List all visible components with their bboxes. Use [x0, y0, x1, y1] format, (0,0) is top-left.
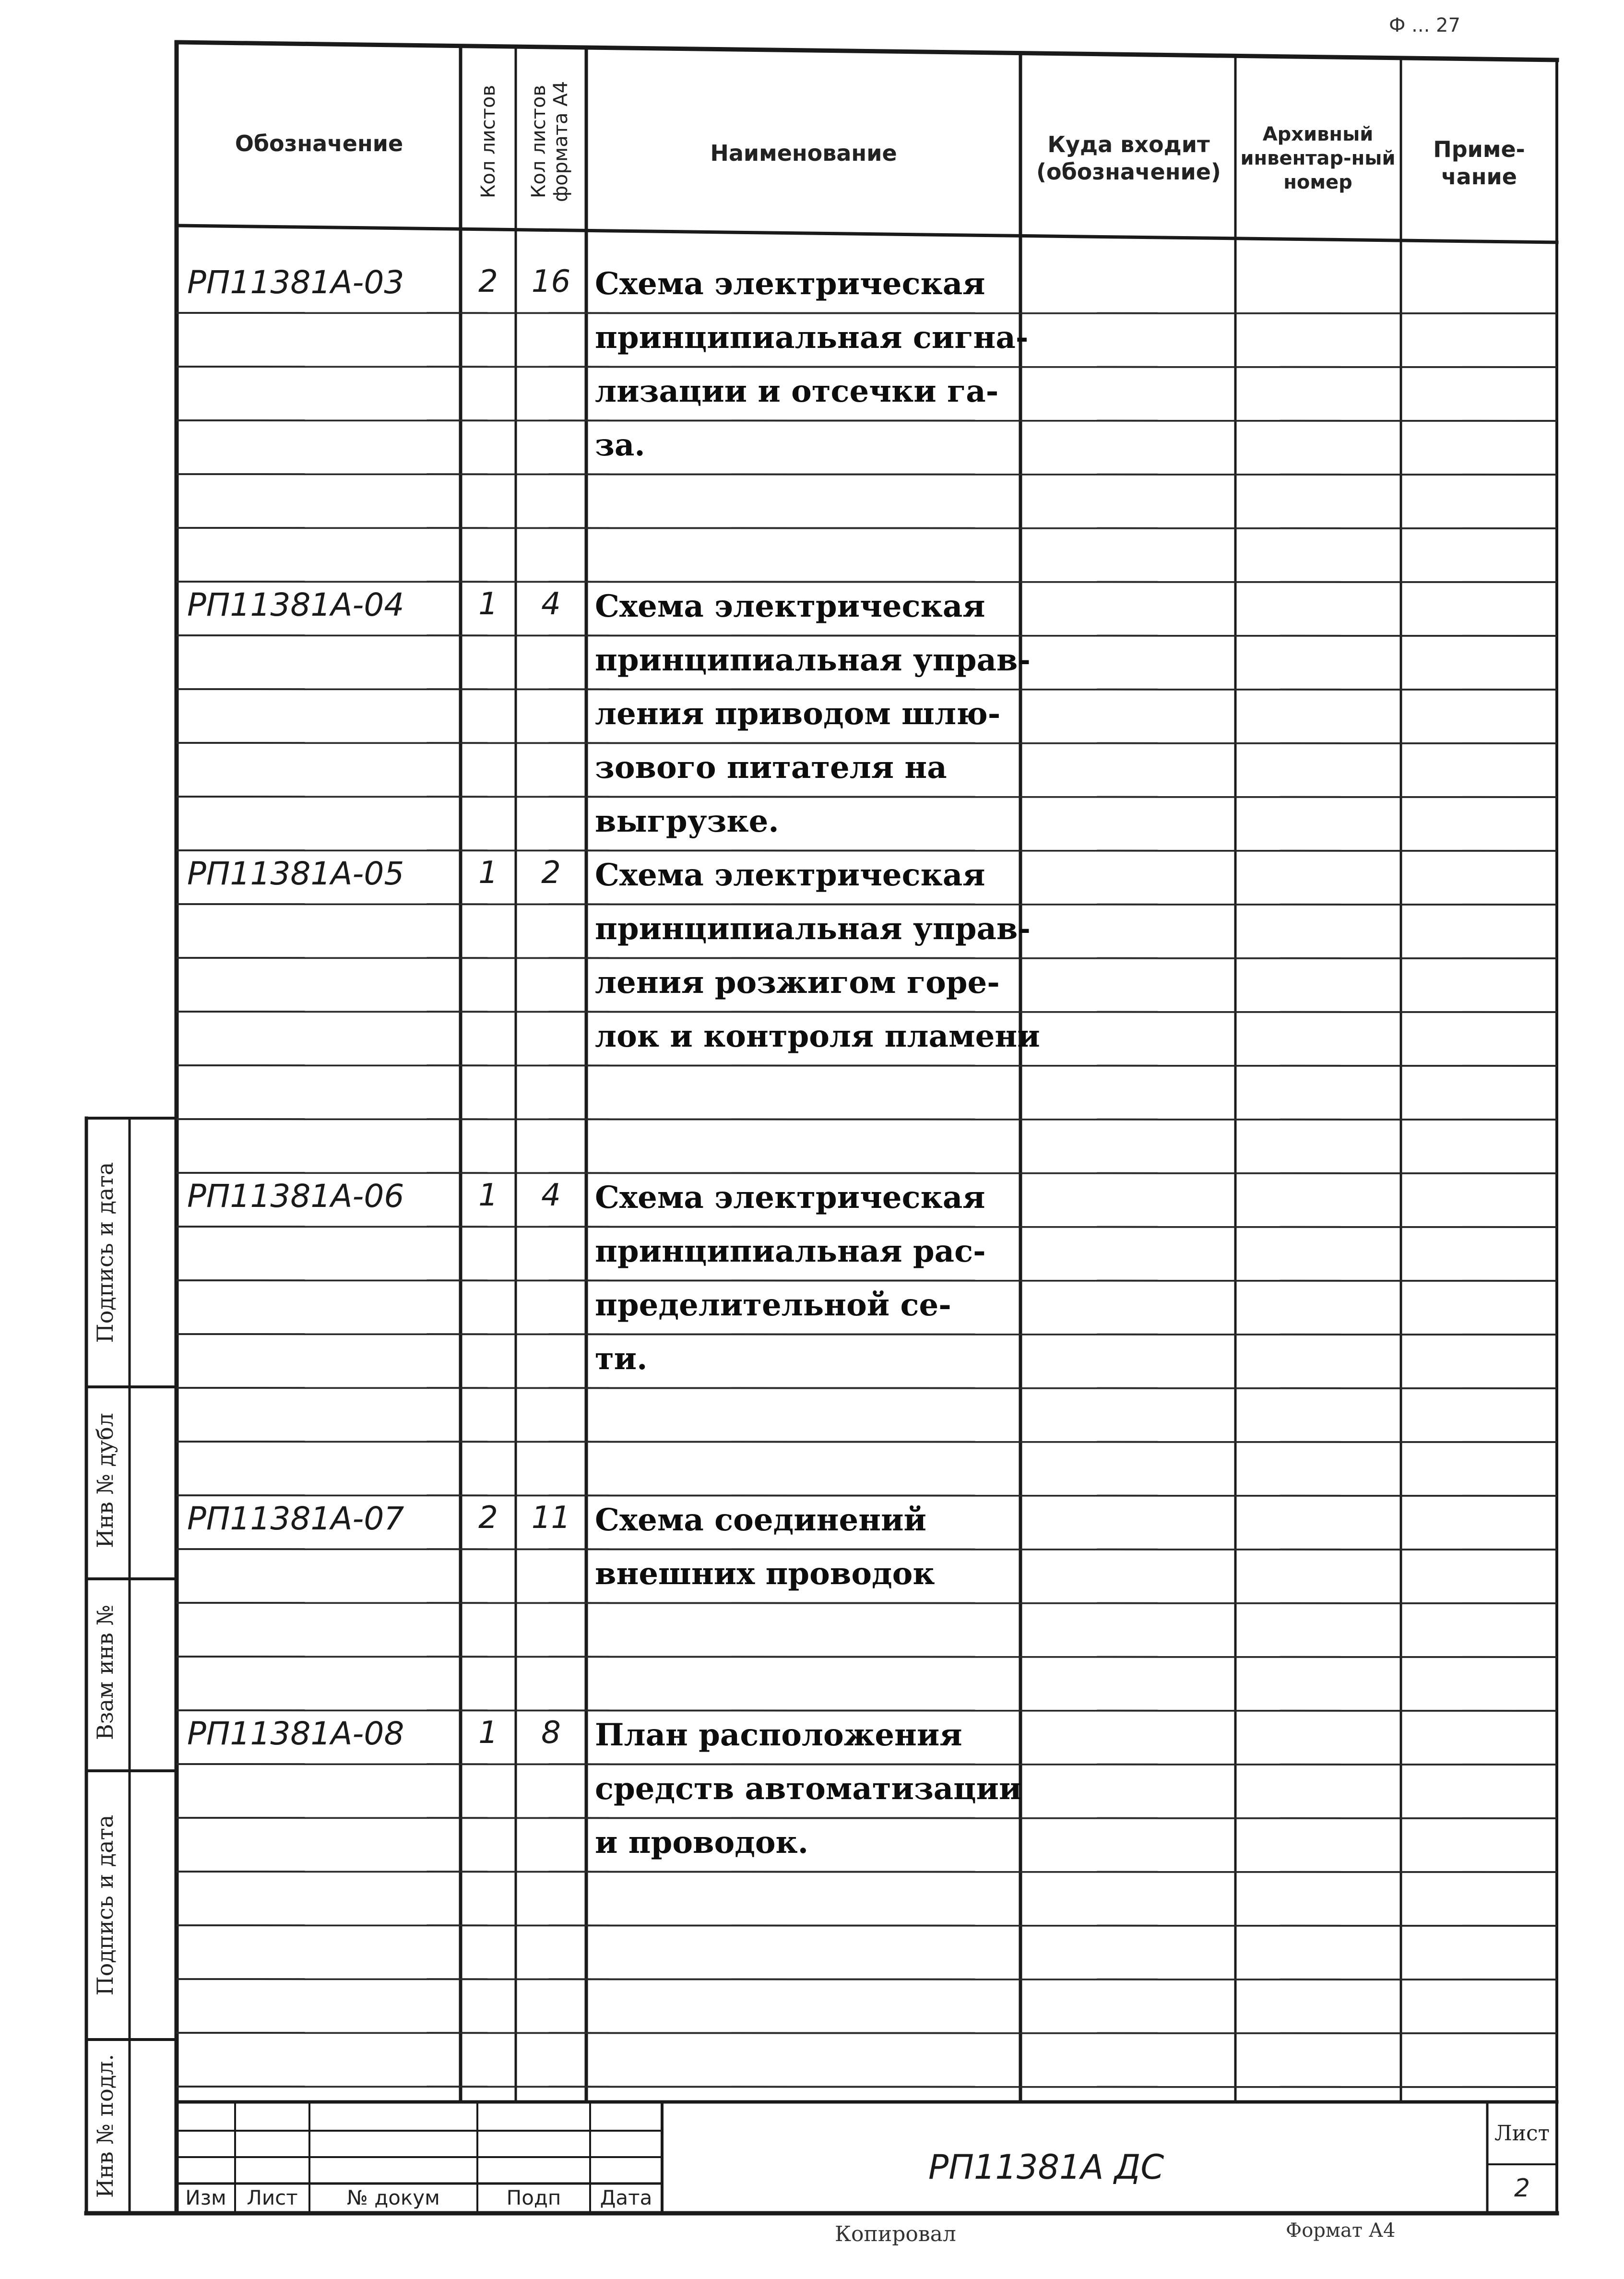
- row-designation: РП11381А-04: [187, 586, 404, 623]
- form-code: Ф ... 27: [1389, 14, 1460, 36]
- header-designation: Обозначение: [235, 131, 403, 157]
- header-where-used: Куда входит (обозначение): [1036, 131, 1221, 185]
- row-name-line: выгрузке.: [595, 803, 779, 839]
- row-sheets: 2: [478, 264, 498, 299]
- row-name-line: лок и контроля пламени: [595, 1018, 1040, 1054]
- row-designation: РП11381А-03: [187, 264, 404, 301]
- row-name-line: средств автоматизации: [595, 1771, 1022, 1807]
- row-sheets-a4: 8: [541, 1715, 561, 1751]
- header-note: Приме-чание: [1433, 136, 1525, 190]
- row-name-line: План расположения: [595, 1717, 962, 1753]
- row-name-line: Схема электрическая: [595, 1180, 985, 1216]
- header-name: Наименование: [710, 140, 897, 167]
- row-name-line: принципиальная сигна-: [595, 320, 1029, 356]
- row-sheets-a4: 16: [531, 264, 571, 299]
- tb-sheet-number: 2: [1514, 2174, 1530, 2203]
- header-sheets-count: Кол листов: [477, 84, 499, 199]
- row-name-line: зового питателя на: [595, 750, 947, 786]
- side-sign-date-bottom: Подпись и дата: [92, 1814, 118, 1996]
- row-name-line: внешних проводок: [595, 1556, 935, 1592]
- row-name-line: принципиальная управ-: [595, 642, 1031, 678]
- row-name-line: Схема электрическая: [595, 588, 985, 624]
- row-name-line: принципиальная управ-: [595, 911, 1031, 947]
- side-inv-dubl: Инв № дубл: [92, 1413, 118, 1548]
- side-sign-date-top: Подпись и дата: [92, 1162, 118, 1343]
- row-name-line: Схема электрическая: [595, 266, 985, 302]
- tb-izm: Изм: [185, 2186, 226, 2209]
- row-designation: РП11381А-05: [187, 855, 404, 892]
- row-sheets: 2: [478, 1500, 498, 1536]
- row-name-line: ления приводом шлю-: [595, 696, 1001, 732]
- row-sheets-a4: 2: [541, 855, 561, 891]
- format-note: Формат А4: [1286, 2219, 1396, 2242]
- row-name-line: Схема соединений: [595, 1502, 926, 1538]
- row-sheets: 1: [478, 586, 498, 622]
- tb-list: Лист: [247, 2186, 298, 2209]
- side-vzam-inv: Взам инв №: [92, 1604, 118, 1741]
- row-name-line: за.: [595, 427, 645, 463]
- row-sheets-a4: 4: [541, 586, 561, 622]
- tb-document-code: РП11381А ДС: [928, 2148, 1164, 2187]
- tb-doc: № докум: [347, 2186, 440, 2209]
- controlled-label: Копировал: [835, 2222, 956, 2246]
- row-name-line: ти.: [595, 1341, 648, 1377]
- row-sheets: 1: [478, 1178, 498, 1213]
- tb-sheet-label: Лист: [1494, 2121, 1550, 2146]
- row-designation: РП11381А-06: [187, 1178, 404, 1215]
- row-name-line: лизации и отсечки га-: [595, 373, 999, 409]
- row-designation: РП11381А-08: [187, 1715, 404, 1752]
- tb-podp: Подп: [506, 2186, 561, 2209]
- row-name-line: ления розжигом горе-: [595, 965, 1000, 1001]
- header-archive: Архивный инвентар-ный номер: [1240, 123, 1396, 193]
- side-inv-podl: Инв № подл.: [92, 2054, 118, 2198]
- row-name-line: и проводок.: [595, 1825, 809, 1861]
- row-sheets: 1: [478, 1715, 498, 1751]
- row-name-line: Схема электрическая: [595, 857, 985, 893]
- row-name-line: принципиальная рас-: [595, 1233, 986, 1269]
- row-sheets: 1: [478, 855, 498, 891]
- row-sheets-a4: 4: [541, 1178, 561, 1213]
- header-sheets-a4: Кол листов формата А4: [528, 81, 572, 203]
- row-sheets-a4: 11: [531, 1500, 571, 1536]
- tb-data: Дата: [600, 2186, 652, 2209]
- row-designation: РП11381А-07: [187, 1500, 404, 1537]
- row-name-line: пределительной се-: [595, 1287, 951, 1323]
